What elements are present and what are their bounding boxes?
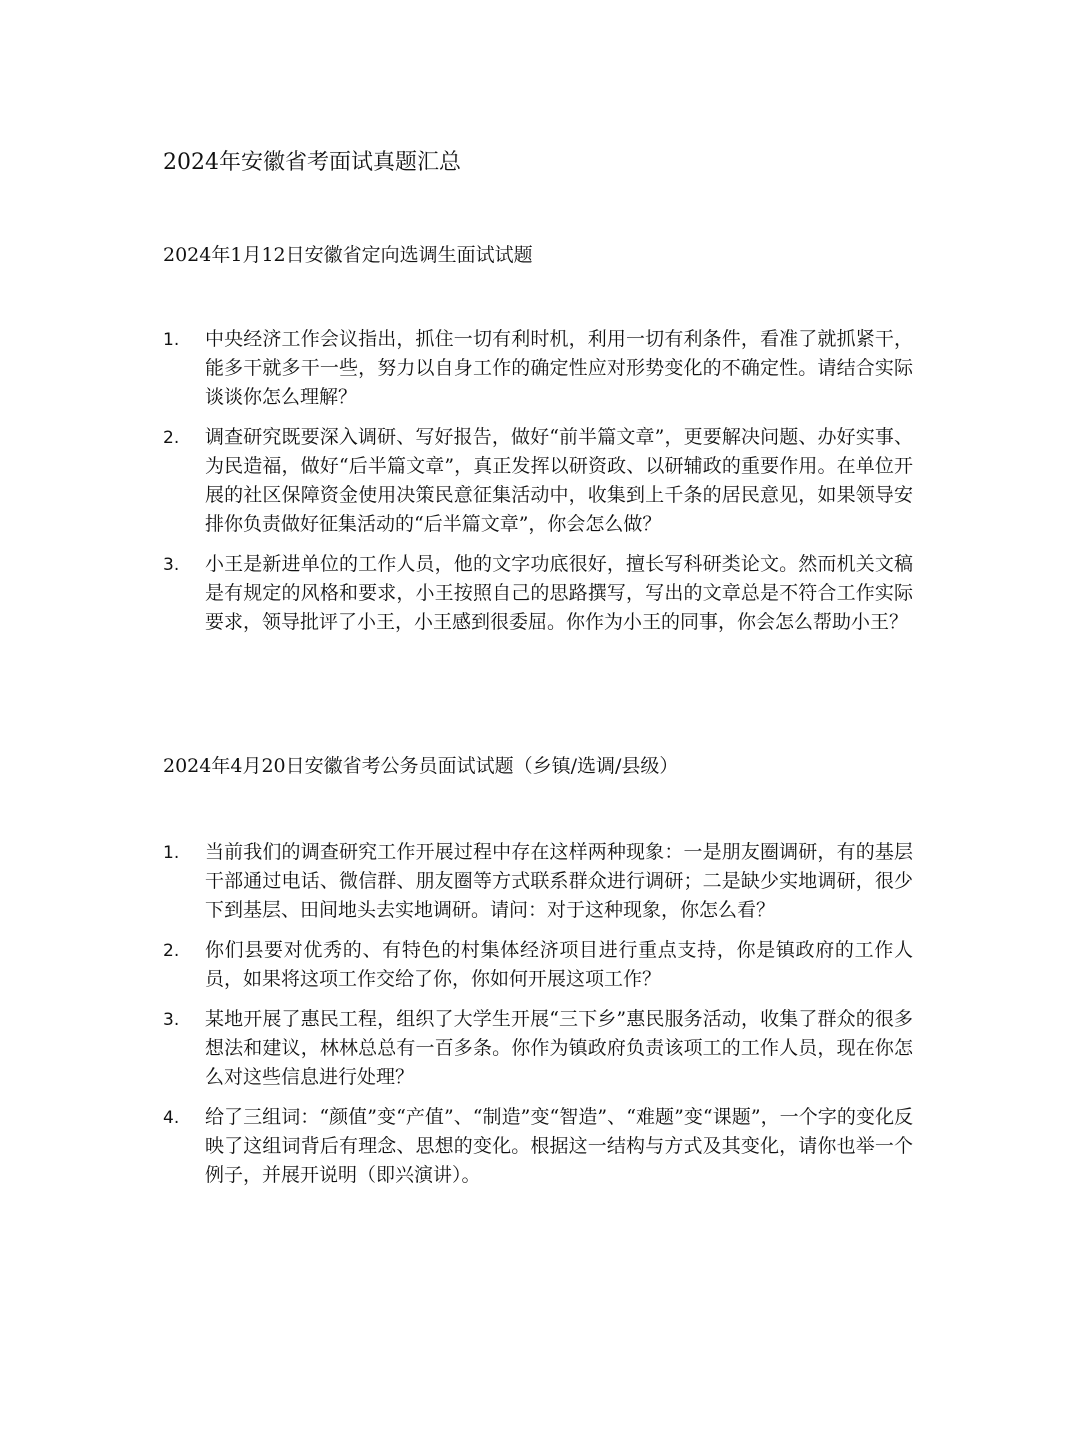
question-item xyxy=(163,936,913,994)
question-number: 1. xyxy=(163,330,180,350)
question-number: 3. xyxy=(163,1010,180,1030)
question-number: 3. xyxy=(163,555,180,575)
question-text: 给了三组词：“颜值”变“产值”、“制造”变“智造”、“难题”变“课题”，一个字的变化反映了这组词背后有理念、思想的变化。根据这一结构与方式及其变化，请你也举一个例子，并展开说明（即兴演讲）。 xyxy=(205,1106,913,1186)
section-title-apr: 2024年4月20日安徽省考公务员面试试题（乡镇/选调/县级） xyxy=(163,755,679,777)
question-list-jan xyxy=(163,325,913,648)
question-text: 调查研究既要深入调研、写好报告，做好“前半篇文章”，更要解决问题、办好实事、为民造福，做好“后半篇文章”，真正发挥以研资政、以研辅政的重要作用。在单位开展的社区保障资金使用决策民意征集活动中，收集到上千条的居民意见，如果领导安排你负责做好征集活动的“后半篇文章”，你会怎么做？ xyxy=(205,426,913,535)
question-text: 某地开展了惠民工程，组织了大学生开展“三下乡”惠民服务活动，收集了群众的很多想法和建议，林林总总有一百多条。你作为镇政府负责该项工的工作人员，现在你怎么对这些信息进行处理？ xyxy=(205,1008,913,1088)
section-title-jan: 2024年1月12日安徽省定向选调生面试试题 xyxy=(163,244,533,266)
question-item xyxy=(163,1103,913,1190)
question-item xyxy=(163,550,913,637)
question-text: 你们县要对优秀的、有特色的村集体经济项目进行重点支持，你是镇政府的工作人员，如果将这项工作交给了你，你如何开展这项工作？ xyxy=(205,939,913,990)
question-number: 2. xyxy=(163,941,180,961)
question-number: 2. xyxy=(163,428,180,448)
question-number: 1. xyxy=(163,843,180,863)
question-item xyxy=(163,423,913,539)
question-text: 当前我们的调查研究工作开展过程中存在这样两种现象：一是朋友圈调研，有的基层干部通过电话、微信群、朋友圈等方式联系群众进行调研；二是缺少实地调研，很少下到基层、田间地头去实地调研。请问：对于这种现象，你怎么看？ xyxy=(205,841,913,921)
question-item xyxy=(163,325,913,412)
question-text: 小王是新进单位的工作人员，他的文字功底很好，擅长写科研类论文。然而机关文稿是有规定的风格和要求，小王按照自己的思路撰写，写出的文章总是不符合工作实际要求，领导批评了小王，小王感到很委屈。你作为小王的同事，你会怎么帮助小王？ xyxy=(205,553,913,633)
question-text: 中央经济工作会议指出，抓住一切有利时机，利用一切有利条件，看准了就抓紧干，能多干就多干一些，努力以自身工作的确定性应对形势变化的不确定性。请结合实际谈谈你怎么理解？ xyxy=(205,328,913,408)
question-item xyxy=(163,838,913,925)
question-number: 4. xyxy=(163,1108,180,1128)
question-item xyxy=(163,1005,913,1092)
question-list-apr xyxy=(163,838,913,1201)
document-title: 2024年安徽省考面试真题汇总 xyxy=(163,150,461,175)
